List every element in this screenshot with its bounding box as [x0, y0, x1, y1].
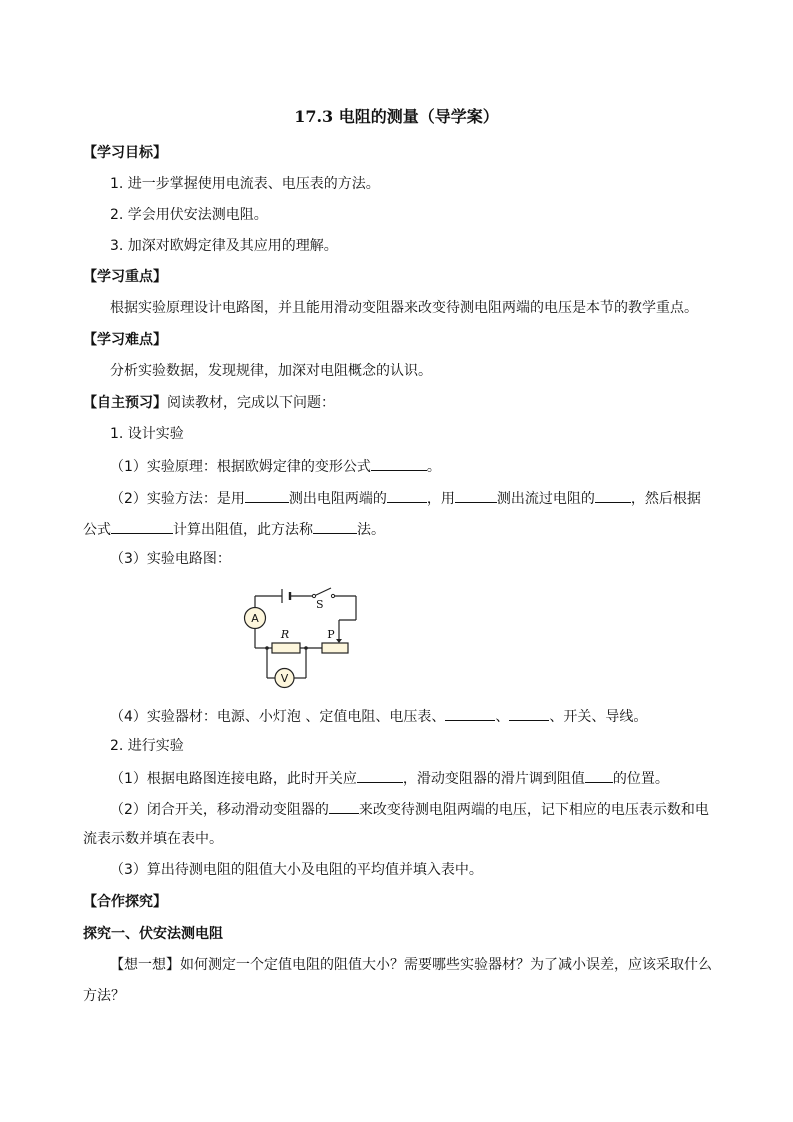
step2-text: 来改变待测电阻两端的电压，记下相应的电压表示数和电	[358, 802, 709, 818]
answer-blank[interactable]	[585, 767, 613, 783]
objective-item: 2. 学会用伏安法测电阻。	[110, 207, 268, 223]
answer-blank[interactable]	[509, 705, 549, 721]
ammeter-label: A	[251, 612, 259, 625]
preview-intro: 阅读教材，完成以下问题：	[167, 395, 335, 411]
step1-text: （1）根据电路图连接电路，此时开关应	[110, 771, 357, 787]
step1-text: 的位置。	[612, 771, 669, 787]
page-title: 17.3 电阻的测量（导学案）	[294, 107, 499, 126]
method-text: ，用	[426, 491, 455, 507]
equipment-line	[110, 705, 647, 727]
circuit-label: （3）实验电路图：	[110, 551, 231, 567]
answer-blank[interactable]	[455, 487, 497, 503]
junction-dot	[265, 646, 269, 650]
step2-cont: 流表示数并填在表中。	[83, 831, 223, 847]
key-points-text: 根据实验原理设计电路图，并且能用滑动变阻器来改变待测电阻两端的电压是本节的教学重点。	[110, 300, 698, 316]
principle-end: 。	[426, 459, 441, 475]
method-line	[110, 487, 701, 509]
answer-blank[interactable]	[313, 518, 357, 534]
answer-blank[interactable]	[245, 487, 289, 503]
preview-heading: 【自主预习】	[83, 395, 167, 411]
slider-label: P	[327, 628, 335, 641]
think-cont: 方法？	[83, 988, 125, 1004]
resistor-symbol	[272, 643, 300, 653]
think-line	[110, 955, 712, 975]
principle-line	[110, 455, 441, 477]
junction-dot	[304, 646, 308, 650]
answer-blank[interactable]	[445, 705, 495, 721]
objectives-heading: 【学习目标】	[83, 145, 167, 161]
conduct-label: 2. 进行实验	[110, 738, 184, 754]
rheostat-symbol	[322, 643, 348, 653]
step2-text: （2）闭合开关，移动滑动变阻器的	[110, 802, 329, 818]
difficulties-text: 分析实验数据，发现规律，加深对电阻概念的认识。	[110, 363, 432, 379]
objective-item: 3. 加深对欧姆定律及其应用的理解。	[110, 238, 338, 254]
preview-line	[83, 393, 335, 413]
design-label: 1. 设计实验	[110, 426, 184, 442]
step2-line	[110, 798, 709, 820]
answer-blank[interactable]	[111, 518, 173, 534]
think-label: 【想一想】	[110, 957, 180, 973]
equipment-text: （4）实验器材：电源、小灯泡 、定值电阻、电压表、	[110, 709, 446, 725]
cooperation-heading: 【合作探究】	[83, 894, 167, 910]
circuit-diagram	[236, 580, 366, 692]
equipment-text: 、开关、导线。	[549, 709, 648, 725]
voltmeter-label: V	[280, 672, 289, 685]
method-text: 测出流过电阻的	[496, 491, 595, 507]
method-text: 计算出阻值，此方法称	[173, 522, 313, 538]
answer-blank[interactable]	[357, 767, 403, 783]
step3-line: （3）算出待测电阻的阻值大小及电阻的平均值并填入表中。	[110, 862, 483, 878]
objective-item: 1. 进一步掌握使用电流表、电压表的方法。	[110, 176, 380, 192]
answer-blank[interactable]	[329, 798, 359, 814]
method-text: 法。	[357, 522, 385, 538]
difficulties-heading: 【学习难点】	[83, 332, 167, 348]
step1-line	[110, 767, 669, 789]
exploration-subheading: 探究一、伏安法测电阻	[83, 926, 223, 942]
key-points-heading: 【学习重点】	[83, 269, 167, 285]
switch-label: S	[316, 598, 324, 611]
method-text: （2）实验方法：是用	[110, 491, 245, 507]
resistor-label: R	[280, 628, 290, 641]
answer-blank[interactable]	[371, 455, 427, 471]
method-text: ，然后根据	[630, 491, 701, 507]
method-line-2	[83, 518, 385, 540]
answer-blank[interactable]	[387, 487, 427, 503]
switch-contact	[331, 594, 334, 597]
equipment-text: 、	[495, 709, 510, 725]
principle-text: （1）实验原理：根据欧姆定律的变形公式	[110, 459, 371, 475]
method-text: 测出电阻两端的	[288, 491, 387, 507]
think-text: 如何测定一个定值电阻的阻值大小？需要哪些实验器材？为了减小误差，应该采取什么	[180, 957, 712, 973]
answer-blank[interactable]	[595, 487, 631, 503]
method-text: 公式	[83, 522, 111, 538]
step1-text: ，滑动变阻器的滑片调到阻值	[402, 771, 585, 787]
